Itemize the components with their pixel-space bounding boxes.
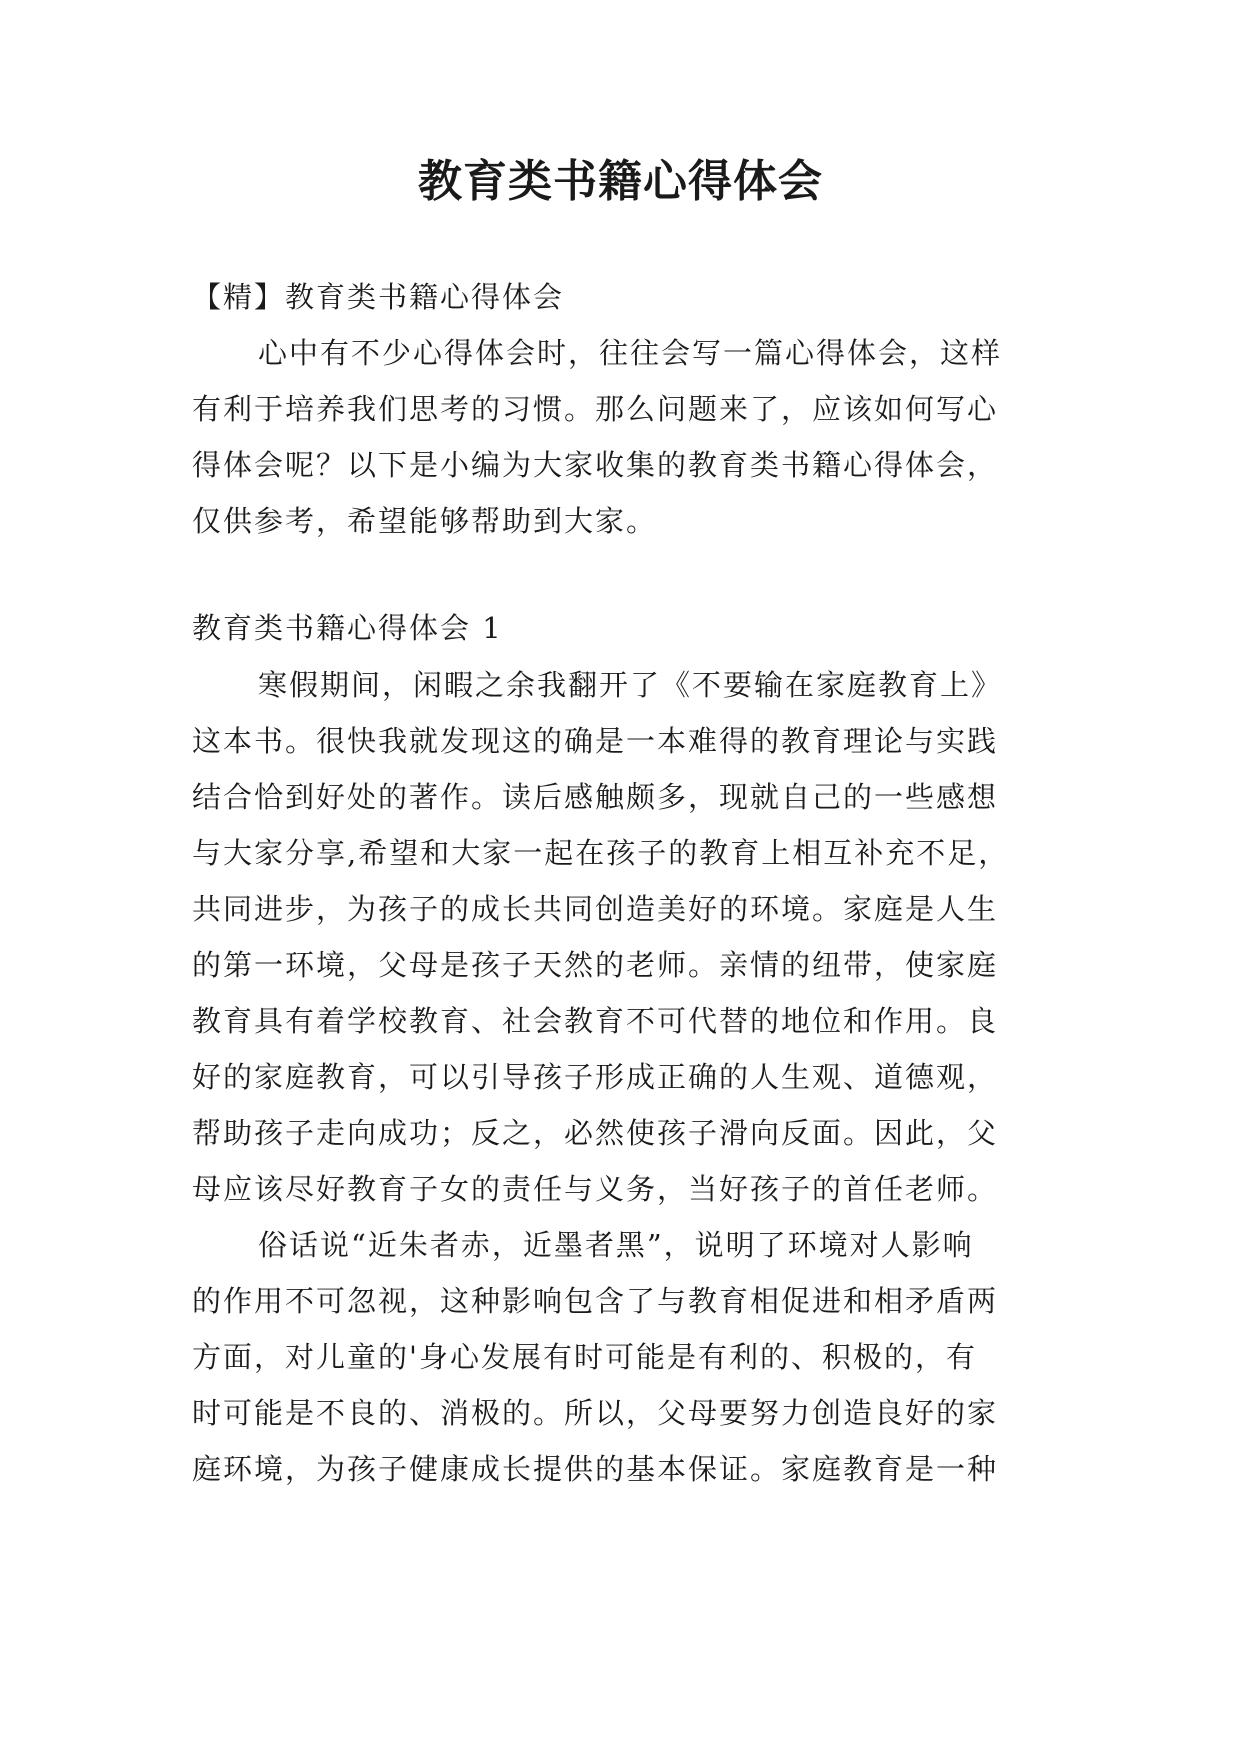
paragraph-line: 方面，对儿童的'身心发展有时可能是有利的、积极的，有 xyxy=(192,1340,977,1374)
intro-line: 有利于培养我们思考的习惯。那么问题来了，应该如何写心 xyxy=(192,392,999,426)
paragraph-line: 教育具有着学校教育、社会教育不可代替的地位和作用。良 xyxy=(192,1004,999,1038)
paragraph-line: 的第一环境，父母是孩子天然的老师。亲情的纽带，使家庭 xyxy=(192,948,999,982)
paragraph-line: 母应该尽好教育子女的责任与义务，当好孩子的首任老师。 xyxy=(192,1172,999,1206)
paragraph-line: 寒假期间，闲暇之余我翻开了《不要输在家庭教育上》 xyxy=(258,668,1003,702)
paragraph-line: 时可能是不良的、消极的。所以，父母要努力创造良好的家 xyxy=(192,1396,999,1430)
paragraph-line: 与大家分享,希望和大家一起在孩子的教育上相互补充不足， xyxy=(192,836,1010,870)
intro-line: 心中有不少心得体会时，往往会写一篇心得体会，这样 xyxy=(258,336,1003,370)
paragraph-line: 这本书。很快我就发现这的确是一本难得的教育理论与实践 xyxy=(192,724,999,758)
paragraph-line: 庭环境，为孩子健康成长提供的基本保证。家庭教育是一种 xyxy=(192,1452,999,1486)
paragraph-line: 共同进步，为孩子的成长共同创造美好的环境。家庭是人生 xyxy=(192,892,999,926)
paragraph-line: 帮助孩子走向成功；反之，必然使孩子滑向反面。因此，父 xyxy=(192,1116,999,1150)
paragraph-line: 的作用不可忽视，这种影响包含了与教育相促进和相矛盾两 xyxy=(192,1284,999,1318)
paragraph-line: 俗话说“近朱者赤，近墨者黑”，说明了环境对人影响 xyxy=(258,1228,974,1262)
document-subtitle: 【精】教育类书籍心得体会 xyxy=(192,280,565,314)
paragraph-line: 好的家庭教育，可以引导孩子形成正确的人生观、道德观， xyxy=(192,1060,999,1094)
paragraph-line: 结合恰到好处的著作。读后感触颇多，现就自己的一些感想 xyxy=(192,780,999,814)
section-heading: 教育类书籍心得体会 1 xyxy=(192,611,503,645)
intro-line: 得体会呢？以下是小编为大家收集的教育类书籍心得体会， xyxy=(192,448,999,482)
page-title: 教育类书籍心得体会 xyxy=(418,156,823,207)
intro-line: 仅供参考，希望能够帮助到大家。 xyxy=(192,504,658,538)
